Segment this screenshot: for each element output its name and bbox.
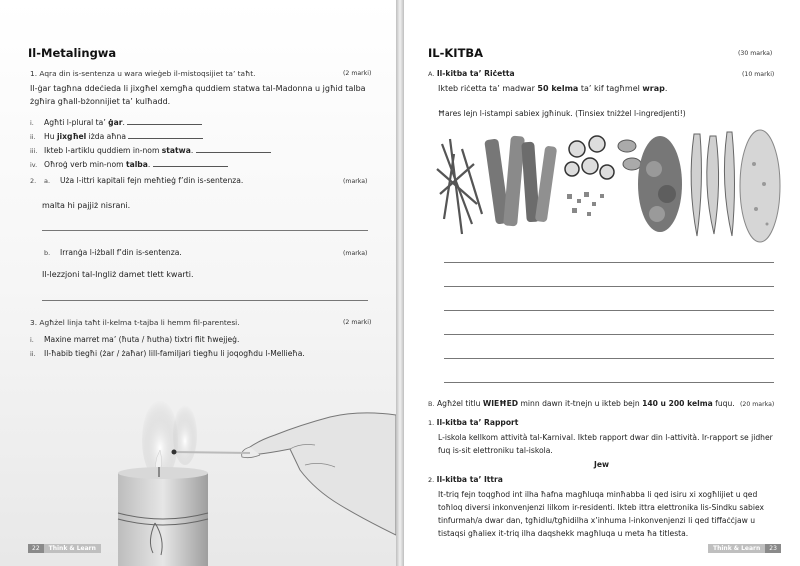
q1-answer-2[interactable] [128, 131, 203, 139]
meat-strips-icon [484, 136, 557, 227]
option-2-text-line3: tinfurmah/a dwar dan, tgħidlu/tgħidilha x’inhuma l-inkonvenjenzi li qed tiffaċċjaw u [438, 516, 756, 525]
option-2-text-line4: tistaqsi għaliex it-triq ilha daqshekk magħluqa u meta ħa titlesta. [438, 529, 689, 538]
option-2-text-line2: toħloq diversi inkonvenjenzi lilkom ir-residenti. Ikteb ittra elettronika lis-Sindku sabiex [438, 503, 764, 512]
q1-sentence-line1: Il-ġar tagħna ddeċieda li jixgħel xemgħa quddiem statwa tal-Madonna u jgħid talba [30, 84, 366, 93]
q1-item-3: iii. Ikteb l-artiklu quddiem in-nom statwa. [30, 145, 271, 155]
part-a-heading: A. Il-kitba ta’ Riċetta [428, 69, 515, 78]
q1-marks: (2 marki) [343, 70, 372, 77]
q2b-sentence: Il-lezzjoni tal-Ingliż damet tlett kwarti. [42, 270, 194, 279]
q1-answer-3[interactable] [196, 145, 271, 153]
book-gutter [396, 0, 404, 566]
option-1-heading: 1. Il-kitba ta’ Rapport [428, 418, 519, 427]
option-1-text-line1: L-iskola kellkom attività tal-Karnival. Ikteb rapport dwar din l-attività. Ir-rapport se jidher [438, 433, 773, 442]
q2a-prompt: 2. a. Uża l-ittri kapitali fejn meħtieġ f’din is-sentenza. [30, 176, 244, 185]
q2b-prompt: b. Irranġa l-iżball f’din is-sentenza. [44, 248, 182, 257]
q1-item-2: ii. Hu jixgħel iżda aħna [30, 131, 203, 141]
q1-number: 1. [30, 69, 38, 78]
part-a-answer-line-4[interactable] [444, 334, 774, 335]
left-page [0, 0, 396, 566]
part-a-hint: Ħares lejn l-istampi sabiex jgħinuk. (Tinsiex tniżżel l-ingredjenti!) [438, 109, 686, 118]
page-number-left: 22 [28, 544, 44, 553]
q1-prompt [30, 69, 255, 78]
chopped-meat-icon [638, 136, 682, 232]
q3-item-1[interactable]: i. Maxine marret ma’ (ħuta / ħutha) tixtri flit ħwejjeġ. [30, 335, 240, 344]
q2b-answer-line[interactable] [42, 300, 368, 301]
left-footer [28, 544, 101, 553]
q1-item-1: i. Agħti l-plural ta’ ġar. [30, 117, 202, 127]
part-a-answer-line-6[interactable] [444, 382, 774, 383]
q1-answer-1[interactable] [127, 117, 202, 125]
q2b-marks: (marka) [343, 250, 368, 257]
q1-text: Aqra din is-sentenza u wara wieġeb il-mistoqsijiet ta’ taħt. [39, 69, 256, 78]
part-a-answer-line-5[interactable] [444, 358, 774, 359]
q2a-answer-line[interactable] [42, 230, 368, 231]
chili-icon [618, 140, 641, 170]
part-b-instruction: B. Agħżel titlu WIEĦED minn dawn it-tnejn u ikteb bejn 140 u 200 kelma fuqu. [428, 399, 735, 408]
candle-illustration [100, 395, 396, 566]
olive-slices-icon [565, 136, 614, 179]
onion-strips-icon [437, 139, 482, 234]
kitba-marks: (30 marka) [738, 50, 773, 57]
match-head [172, 450, 177, 455]
part-a-instruction: Ikteb riċetta ta’ madwar 50 kelma ta’ kif tagħmel wrap. [438, 84, 668, 93]
part-a-answer-line-1[interactable] [444, 262, 774, 263]
page-number-right: 23 [765, 544, 781, 553]
ingredients-illustration [432, 124, 782, 246]
candle-top [118, 467, 208, 479]
q3-item-2[interactable]: ii. Il-ħabib tiegħi (żar / żaħar) lill-familjari tiegħu li joqogħdu l-Mellieħa. [30, 349, 305, 358]
diced-pepper-icon [567, 192, 604, 216]
q3-prompt: 3. Agħżel linja taħt il-kelma t-tajba li hemm fil-parentesi. [30, 318, 240, 327]
match-stick [175, 452, 250, 453]
tortilla-wrap-icon [740, 130, 780, 242]
q1-item-4: iv. Oħroġ verb min-nom talba. [30, 159, 228, 169]
q1-sentence-line2: żgħira għall-bżonnijiet ta’ kulħadd. [30, 97, 171, 106]
part-b-marks: (20 marka) [740, 401, 775, 408]
part-a-marks: (10 marki) [742, 71, 775, 78]
flame-glow-2 [173, 405, 197, 465]
section-title-kitba: IL-KITBA [428, 46, 484, 60]
hand-illustration [248, 413, 396, 535]
q1-answer-4[interactable] [153, 159, 228, 167]
option-1-text-line2: fuq is-sit elettroniku tal-iskola. [438, 446, 553, 455]
option-2-text-line1: It-triq fejn toqgħod int ilha ħafna magħluqa minħabba li qed isiru xi xogħlijiet u qed [438, 490, 758, 499]
part-a-answer-line-2[interactable] [444, 286, 774, 287]
brand-left: Think & Learn [44, 544, 101, 553]
section-title-metalingwa: Il-Metalingwa [28, 46, 117, 60]
or-separator: Jew [594, 460, 609, 469]
right-footer [708, 544, 781, 553]
q2a-sentence: malta hi pajjiż nisrani. [42, 201, 131, 210]
right-page [404, 0, 800, 566]
q3-marks: (2 marki) [343, 319, 372, 326]
brand-right: Think & Learn [708, 544, 765, 553]
part-a-answer-line-3[interactable] [444, 310, 774, 311]
lettuce-icon [691, 132, 734, 236]
option-2-heading: 2. Il-kitba ta’ Ittra [428, 475, 503, 484]
q2a-marks: (marka) [343, 178, 368, 185]
